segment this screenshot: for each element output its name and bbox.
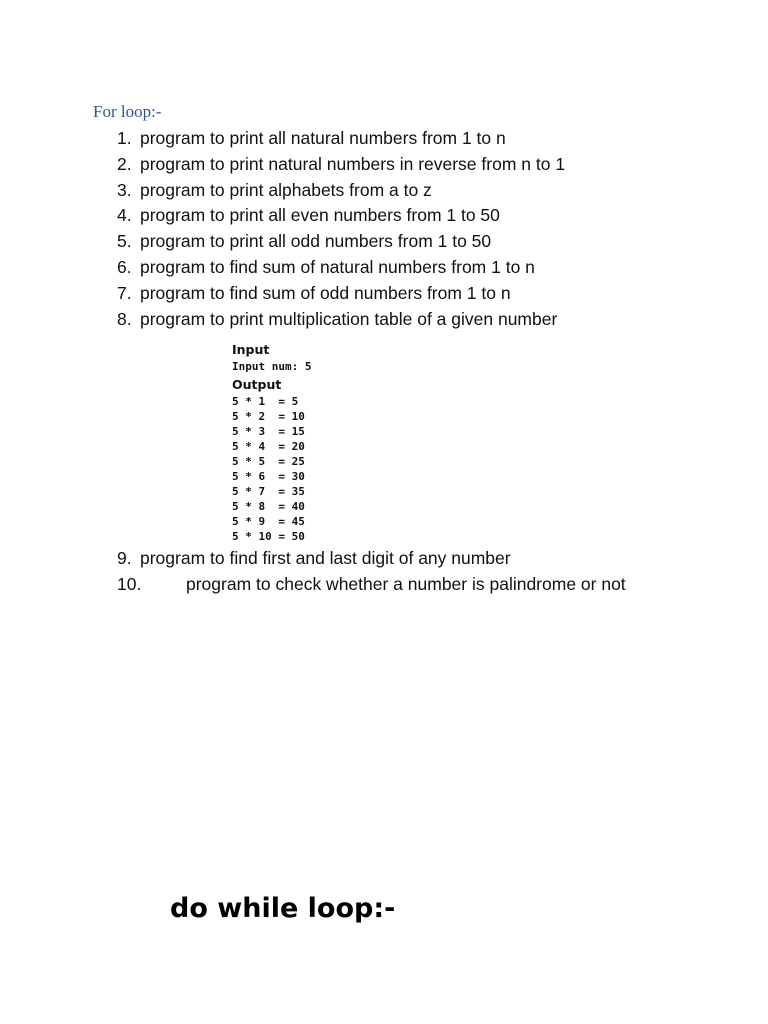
output-line: 5 * 5 = 25 [232,455,305,468]
list-item-number: 5. [117,231,132,251]
output-line: 5 * 3 = 15 [232,425,305,438]
list-item-text: program to find first and last digit of any number [140,548,511,568]
section-heading-do-while-loop: do while loop:- [170,893,396,924]
output-line: 5 * 8 = 40 [232,500,305,513]
input-line: Input num: 5 [232,360,312,373]
list-item-text: program to find sum of natural numbers from 1 to n [140,257,535,277]
list-item-number: 6. [117,257,132,277]
list-item-number: 8. [117,309,132,329]
output-line: 5 * 6 = 30 [232,470,305,483]
list-item-number: 2. [117,154,132,174]
output-line: 5 * 9 = 45 [232,515,305,528]
output-line: 5 * 2 = 10 [232,410,305,423]
list-item-text: program to print multiplication table of a given number [140,309,558,329]
list-item-number: 3. [117,180,132,200]
list-item-text: program to print alphabets from a to z [140,180,432,200]
list-item-number: 1. [117,128,132,148]
list-item-text: program to print all even numbers from 1 to 50 [140,205,500,225]
list-item-text: program to print all odd numbers from 1 to 50 [140,231,492,251]
list-item-text: program to check whether a number is palindrome or not [186,574,626,594]
list-item-number: 4. [117,205,132,225]
list-item-number: 7. [117,283,132,303]
list-item-number: 10. [117,574,142,594]
list-item-number: 9. [117,548,132,568]
list-item-text: program to find sum of odd numbers from 1 to n [140,283,511,303]
output-line: 5 * 4 = 20 [232,440,305,453]
list-item-text: program to print all natural numbers from 1 to n [140,128,506,148]
example-code-block [232,341,311,544]
list-item-text: program to print natural numbers in reverse from n to 1 [140,154,566,174]
output-line: 5 * 1 = 5 [232,395,299,408]
section-heading-for-loop: For loop:- [93,102,162,121]
output-line: 5 * 10 = 50 [232,530,305,543]
input-label: Input [232,342,270,357]
output-line: 5 * 7 = 35 [232,485,305,498]
output-label: Output [232,377,282,392]
